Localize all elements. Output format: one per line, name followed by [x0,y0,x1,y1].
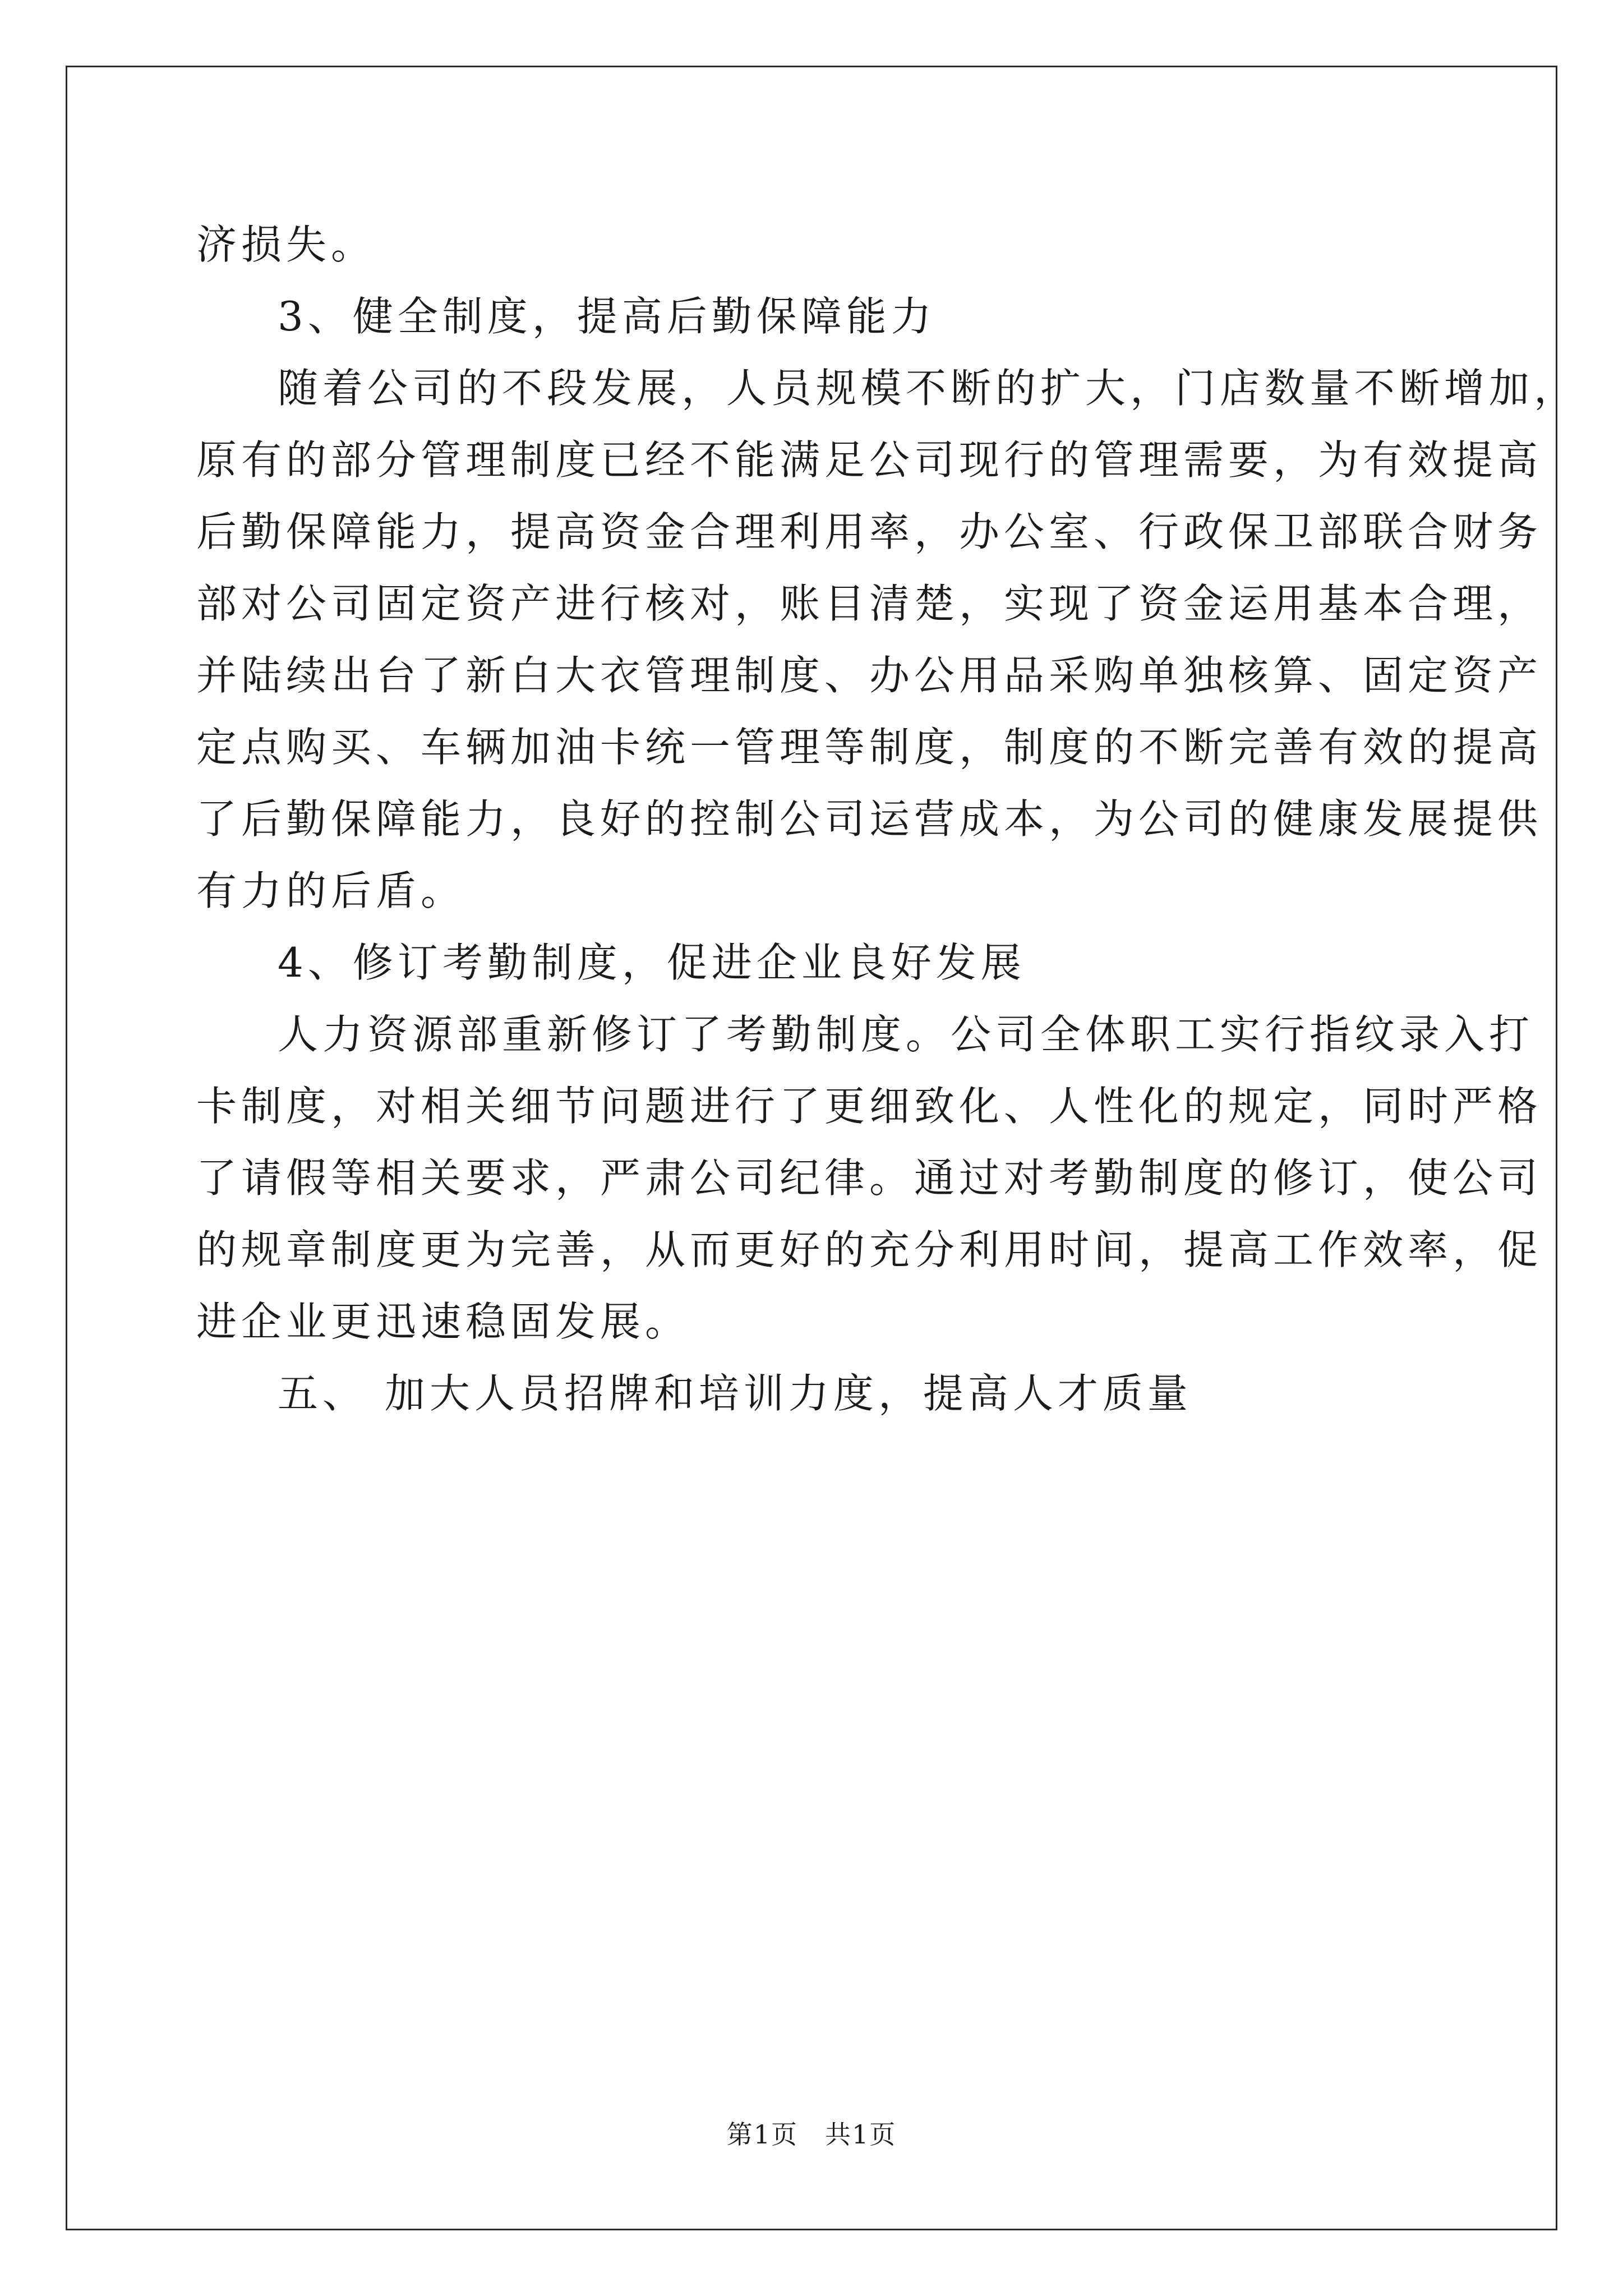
text-line: 卡制度，对相关细节问题进行了更细致化、人性化的规定，同时严格 [196,1083,1543,1130]
text-line: 随着公司的不段发展，人员规模不断的扩大，门店数量不断增加， [278,365,1579,412]
page-total: 共1页 [825,2119,897,2150]
section-heading-3: 3、健全制度，提高后勤保障能力 [278,293,936,340]
document-body [196,209,1579,1429]
text-line: 进企业更迅速稳固发展。 [196,1298,690,1345]
text-line: 了后勤保障能力，良好的控制公司运营成本，为公司的健康发展提供 [196,795,1543,843]
page-number: 第1页 [726,2119,798,2150]
text-line: 的规章制度更为完善，从而更好的充分利用时间，提高工作效率，促 [196,1226,1543,1273]
text-line: 部对公司固定资产进行核对，账目清楚，实现了资金运用基本合理， [196,580,1543,627]
text-line: 定点购买、车辆加油卡统一管理等制度，制度的不断完善有效的提高 [196,724,1543,771]
section-heading-5: 五、 加大人员招牌和培训力度，提高人才质量 [278,1370,1192,1417]
text-line: 济损失。 [196,221,376,268]
text-line: 了请假等相关要求，严肃公司纪律。通过对考勤制度的修订，使公司 [196,1154,1543,1202]
text-line: 并陆续出台了新白大衣管理制度、办公用品采购单独核算、固定资产 [196,652,1543,699]
text-line: 人力资源部重新修订了考勤制度。公司全体职工实行指纹录入打 [278,1011,1534,1058]
section-heading-4: 4、修订考勤制度，促进企业良好发展 [278,939,1026,986]
page-footer [0,2118,1623,2151]
text-line: 原有的部分管理制度已经不能满足公司现行的管理需要，为有效提高 [196,436,1543,484]
text-line: 后勤保障能力，提高资金合理利用率，办公室、行政保卫部联合财务 [196,508,1543,555]
text-line: 有力的后盾。 [196,867,466,914]
